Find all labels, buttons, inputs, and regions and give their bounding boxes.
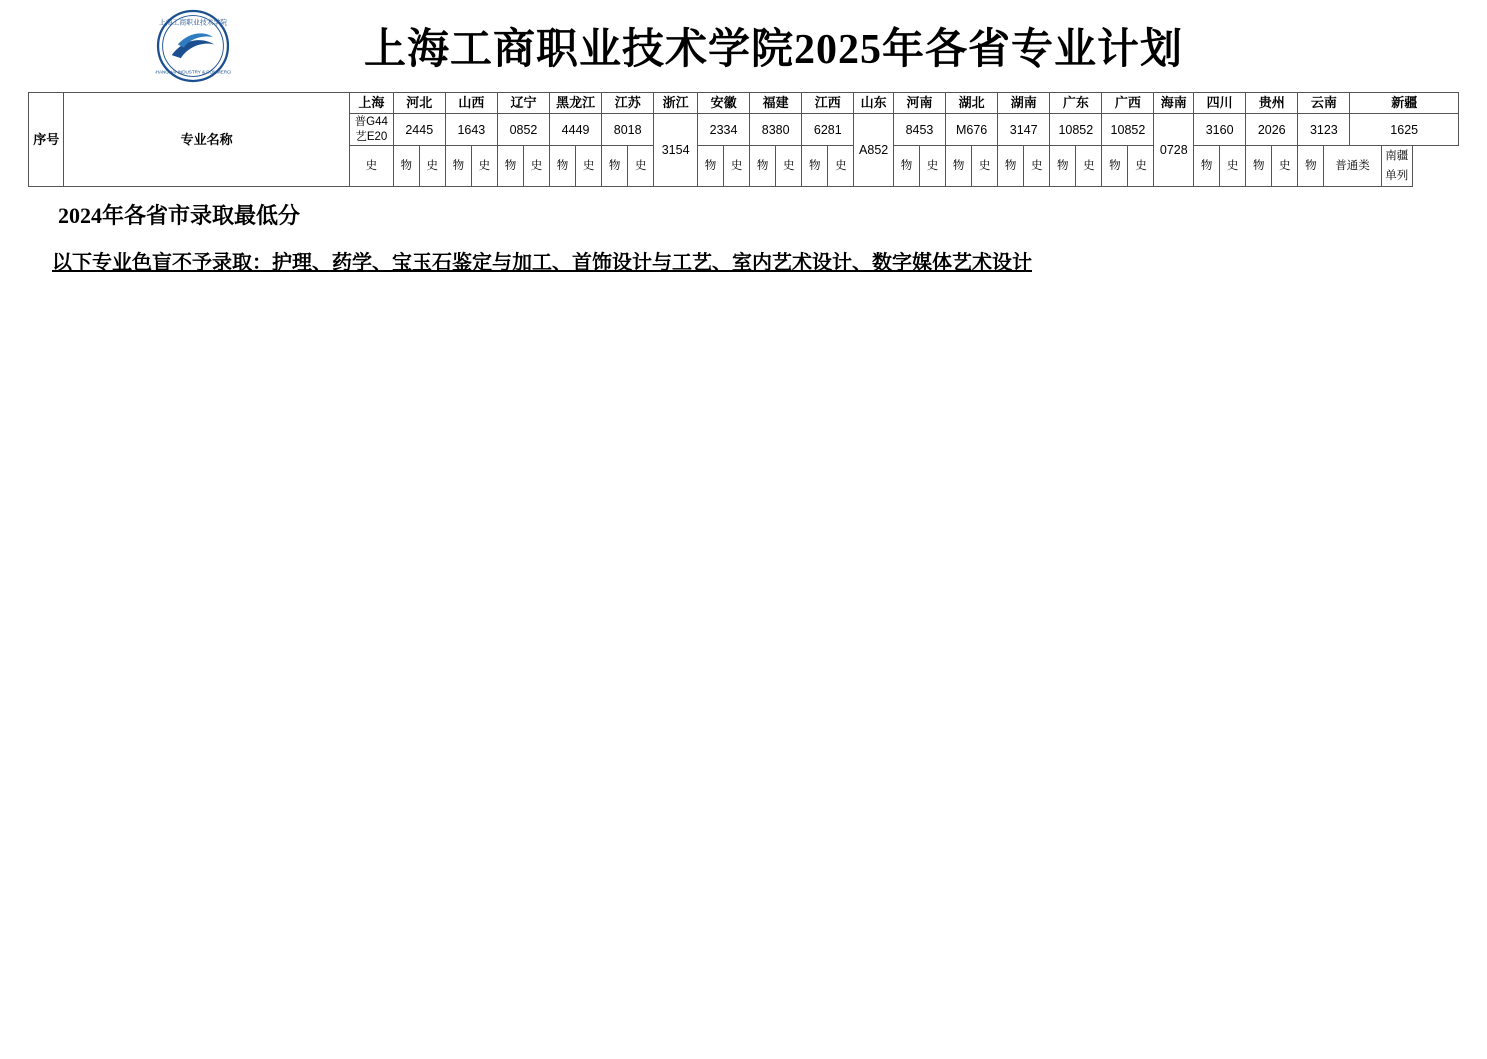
province-code: M676 bbox=[946, 114, 998, 146]
province-header: 贵州 bbox=[1246, 93, 1298, 114]
score-title: 2024年各省市录取最低分 bbox=[58, 203, 301, 228]
subject-header: 物 bbox=[550, 146, 576, 187]
province-header: 海南 bbox=[1154, 93, 1194, 114]
province-header: 云南 bbox=[1298, 93, 1350, 114]
subject-header: 史 bbox=[1024, 146, 1050, 187]
province-header: 河北 bbox=[393, 93, 445, 114]
province-code: 8380 bbox=[750, 114, 802, 146]
subject-header: 史 bbox=[1128, 146, 1154, 187]
subject-header: 史 bbox=[972, 146, 998, 187]
province-code: 3154 bbox=[654, 114, 698, 187]
subject-header: 史 bbox=[1272, 146, 1298, 187]
province-code: 3123 bbox=[1298, 114, 1350, 146]
province-header: 浙江 bbox=[654, 93, 698, 114]
subject-header: 史 bbox=[919, 146, 945, 187]
xinjiang-subgroup-header: 普通类 bbox=[1324, 146, 1381, 187]
province-header: 黑龙江 bbox=[550, 93, 602, 114]
contact-section bbox=[838, 197, 1459, 236]
subject-header: 物 bbox=[893, 146, 919, 187]
subject-header: 史 bbox=[776, 146, 802, 187]
province-plan-table bbox=[28, 92, 1459, 187]
subject-header: 史 bbox=[628, 146, 654, 187]
plan-table-wrap bbox=[0, 92, 1487, 187]
subject-header: 物 bbox=[1246, 146, 1272, 187]
subject-header: 物 bbox=[1298, 146, 1324, 187]
province-header: 广东 bbox=[1050, 93, 1102, 114]
province-code: 10852 bbox=[1050, 114, 1102, 146]
province-header: 山东 bbox=[854, 93, 894, 114]
province-code: 6281 bbox=[802, 114, 854, 146]
footnote: 以下专业色盲不予录取：护理、药学、宝玉石鉴定与加工、首饰设计与工艺、室内艺术设计、数字媒体艺术设计 bbox=[52, 252, 1032, 274]
subject-header: 史 bbox=[1076, 146, 1102, 187]
province-header: 山西 bbox=[445, 93, 497, 114]
lower-section bbox=[0, 187, 1487, 236]
subject-header: 物 bbox=[998, 146, 1024, 187]
province-code: 普G44 艺E20 bbox=[349, 114, 393, 146]
subject-header: 物 bbox=[393, 146, 419, 187]
subject-header: 史 bbox=[1220, 146, 1246, 187]
subject-header: 史 bbox=[724, 146, 750, 187]
page-header bbox=[0, 0, 1487, 92]
score-section bbox=[28, 197, 838, 236]
province-code: 1643 bbox=[445, 114, 497, 146]
subject-header: 物 bbox=[497, 146, 523, 187]
subject-header: 物 bbox=[445, 146, 471, 187]
province-header: 湖南 bbox=[998, 93, 1050, 114]
province-code: 10852 bbox=[1102, 114, 1154, 146]
province-header: 福建 bbox=[750, 93, 802, 114]
province-code: 2445 bbox=[393, 114, 445, 146]
province-code: 8453 bbox=[893, 114, 945, 146]
subject-header: 物 bbox=[698, 146, 724, 187]
province-code: 2026 bbox=[1246, 114, 1298, 146]
province-header: 江苏 bbox=[602, 93, 654, 114]
subject-header: 物 bbox=[602, 146, 628, 187]
xinjiang-subgroup-header: 南疆单列 bbox=[1381, 146, 1412, 187]
svg-text:SHANGHAI INDUSTRY & COMMERCE: SHANGHAI INDUSTRY & COMMERCE bbox=[155, 69, 231, 75]
subject-header: 物 bbox=[1050, 146, 1076, 187]
subject-header: 物 bbox=[1194, 146, 1220, 187]
province-header: 新疆 bbox=[1350, 93, 1459, 114]
province-header: 江西 bbox=[802, 93, 854, 114]
province-header: 辽宁 bbox=[497, 93, 549, 114]
province-code: 2334 bbox=[698, 114, 750, 146]
province-code: 3160 bbox=[1194, 114, 1246, 146]
col-header-major: 专业名称 bbox=[64, 93, 350, 187]
province-code: 3147 bbox=[998, 114, 1050, 146]
subject-header: 物 bbox=[946, 146, 972, 187]
province-code: 4449 bbox=[550, 114, 602, 146]
province-header: 广西 bbox=[1102, 93, 1154, 114]
subject-header: 史 bbox=[828, 146, 854, 187]
province-header: 上海 bbox=[349, 93, 393, 114]
subject-header: 物 bbox=[1102, 146, 1128, 187]
svg-text:上海工商职业技术学院: 上海工商职业技术学院 bbox=[158, 19, 228, 27]
subject-header: 史 bbox=[471, 146, 497, 187]
page-title: 上海工商职业技术学院2025年各省专业计划 bbox=[363, 27, 1183, 73]
subject-header: 史 bbox=[419, 146, 445, 187]
province-header: 安徽 bbox=[698, 93, 750, 114]
province-code: 8018 bbox=[602, 114, 654, 146]
subject-header: 史 bbox=[576, 146, 602, 187]
province-code: A852 bbox=[854, 114, 894, 187]
province-code: 1625 bbox=[1350, 114, 1459, 146]
province-header: 河南 bbox=[893, 93, 945, 114]
subject-header: 物 bbox=[750, 146, 776, 187]
col-header-index: 序号 bbox=[29, 93, 64, 187]
subject-header: 史 bbox=[523, 146, 549, 187]
province-header: 四川 bbox=[1194, 93, 1246, 114]
subject-header: 物 bbox=[802, 146, 828, 187]
province-code: 0728 bbox=[1154, 114, 1194, 187]
province-code: 0852 bbox=[497, 114, 549, 146]
province-header: 湖北 bbox=[946, 93, 998, 114]
subject-header: 史 bbox=[349, 146, 393, 187]
